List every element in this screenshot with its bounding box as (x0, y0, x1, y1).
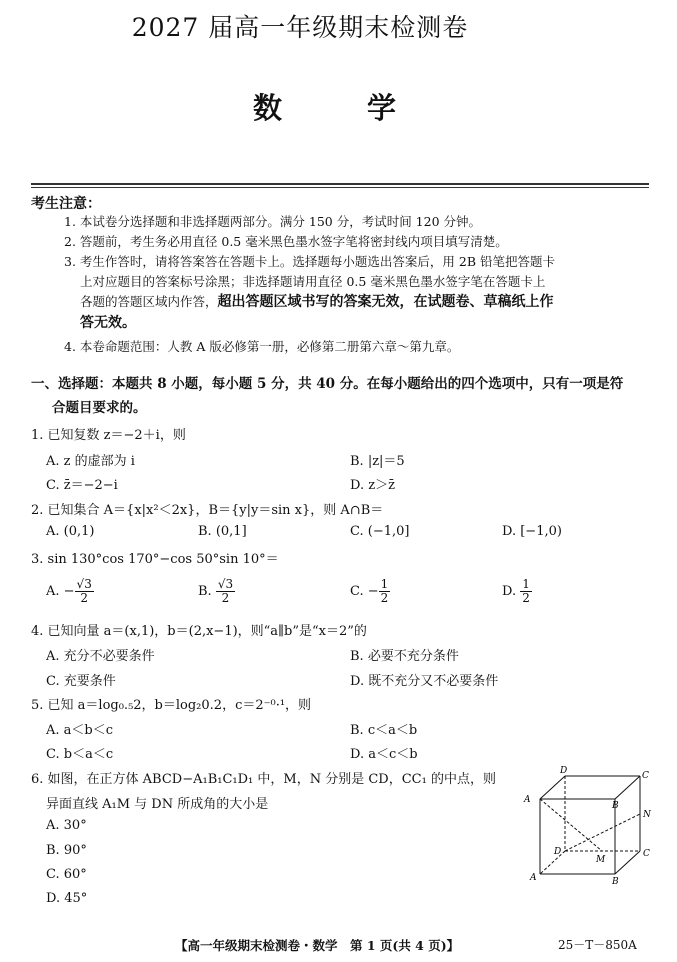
q3-b-fraction (216, 578, 235, 605)
notice-item-3-cont2 (80, 292, 655, 312)
label-D1: D (560, 766, 568, 776)
q3-c-fraction (379, 578, 391, 605)
q3-option-a (46, 578, 94, 605)
exam-title: 2027 届高一年级期末检测卷 (131, 13, 469, 42)
q4-option-b: B. 必要不充分条件 (350, 649, 459, 664)
question-6-cont: 异面直线 A₁M 与 DN 所成角的大小是 (46, 797, 269, 812)
denominator: 2 (221, 591, 230, 605)
notice-item-3-cont: 上对应题目的答案标号涂黑；非选择题请用直径 0.5 毫米黑色墨水签字笔在答题卡上 (80, 274, 546, 289)
q1-option-a: A. z 的虚部为 i (46, 454, 135, 469)
notice-emphasis: 超出答题区域书写的答案无效，在试题卷、草稿纸上作 (217, 294, 554, 310)
q1-option-c: C. z̄＝−2−i (46, 478, 118, 493)
notice-emphasis-end: 答无效。 (80, 315, 136, 331)
label-B: B (612, 877, 619, 886)
q2-option-b: B. (0,1] (198, 524, 247, 539)
question-6: 6. 如图，在正方体 ABCD−A₁B₁C₁D₁ 中，M，N 分别是 CD，CC₁ 的中点，则 (31, 772, 496, 787)
q6-option-b: B. 90° (46, 843, 87, 858)
q3-d-fraction (520, 578, 532, 605)
q2-option-a: A. (0,1) (46, 524, 95, 539)
q3-c-label: C. − (350, 584, 379, 599)
notice-heading: 考生注意： (31, 196, 101, 212)
q5-option-d: D. a＜c＜b (350, 747, 418, 762)
question-3: 3. sin 130°cos 170°−cos 50°sin 10°＝ (31, 552, 279, 567)
cube-figure (520, 764, 655, 886)
section-heading-cont: 合题目要求的。 (52, 400, 147, 416)
section-heading: 一、选择题：本题共 8 小题，每小题 5 分，共 40 分。在每小题给出的四个选项中，只有一项是符 (31, 376, 624, 392)
q3-option-c (350, 578, 390, 605)
q4-option-a: A. 充分不必要条件 (46, 649, 155, 664)
denominator: 2 (522, 591, 530, 605)
q3-a-fraction (75, 578, 94, 605)
question-1: 1. 已知复数 z＝−2＋i，则 (31, 428, 186, 443)
label-C: C (643, 849, 650, 859)
numerator: 1 (522, 577, 530, 591)
q5-option-b: B. c＜a＜b (350, 723, 418, 738)
question-2: 2. 已知集合 A＝{x|x²＜2x}，B＝{y|y＝sin x}，则 A∩B＝ (31, 503, 384, 518)
notice-item-3-cont3 (80, 313, 670, 333)
notice-item-2: 2. 答题前，考生务必用直径 0.5 毫米黑色墨水签字笔将密封线内项目填写清楚。 (64, 234, 508, 249)
numerator: 1 (380, 577, 389, 591)
q3-a-label: A. − (46, 584, 75, 599)
q1-option-b: B. |z|＝5 (350, 454, 405, 469)
q3-option-b (198, 578, 235, 605)
q5-option-a: A. a＜b＜c (46, 723, 114, 738)
label-C1: C (642, 771, 649, 781)
notice-item-4: 4. 本卷命题范围：人教 A 版必修第一册，必修第二册第六章～第九章。 (64, 339, 460, 354)
numerator: √3 (217, 577, 234, 591)
q1-option-d: D. z＞z̄ (350, 478, 395, 493)
denominator: 2 (80, 591, 88, 605)
q6-option-d: D. 45° (46, 891, 88, 906)
question-4: 4. 已知向量 a＝(x,1)，b＝(2,x−1)，则“a∥b”是“x＝2”的 (31, 624, 367, 639)
notice-item-1: 1. 本试卷分选择题和非选择题两部分。满分 150 分，考试时间 120 分钟。 (64, 214, 482, 229)
notice-item-3: 3. 考生作答时，请将答案答在答题卡上。选择题每小题选出答案后，用 2B 铅笔把答题卡 (64, 254, 555, 269)
q3-option-d (502, 578, 532, 605)
q2-option-d: D. [−1,0) (502, 524, 562, 539)
q6-option-a: A. 30° (46, 818, 87, 833)
label-A: A (530, 873, 537, 883)
q2-option-c: C. (−1,0] (350, 524, 410, 539)
divider (31, 183, 649, 185)
label-A1: A (524, 795, 531, 805)
q4-option-d: D. 既不充分又不必要条件 (350, 674, 499, 689)
numerator: √3 (76, 577, 92, 591)
page-footer: 【高一年级期末检测卷・数学 第 1 页(共 4 页)】 (175, 938, 460, 953)
label-B1: B (612, 801, 619, 811)
label-N: N (643, 810, 651, 820)
notice-text: 各题的答题区域内作答， (80, 294, 218, 309)
q3-d-label: D. (502, 584, 517, 599)
q3-b-label: B. (198, 584, 212, 599)
q6-option-c: C. 60° (46, 867, 87, 882)
divider (31, 187, 649, 188)
denominator: 2 (380, 591, 389, 605)
subject-title: 数 学 (252, 91, 424, 125)
paper-code: 25－T－850A (558, 938, 637, 952)
label-M: M (596, 855, 606, 865)
q5-option-c: C. b＜a＜c (46, 747, 114, 762)
question-5: 5. 已知 a＝log₀.₅2，b＝log₂0.2，c＝2⁻⁰·¹，则 (31, 698, 312, 713)
q4-option-c: C. 充要条件 (46, 674, 116, 689)
label-D: D (554, 847, 562, 857)
